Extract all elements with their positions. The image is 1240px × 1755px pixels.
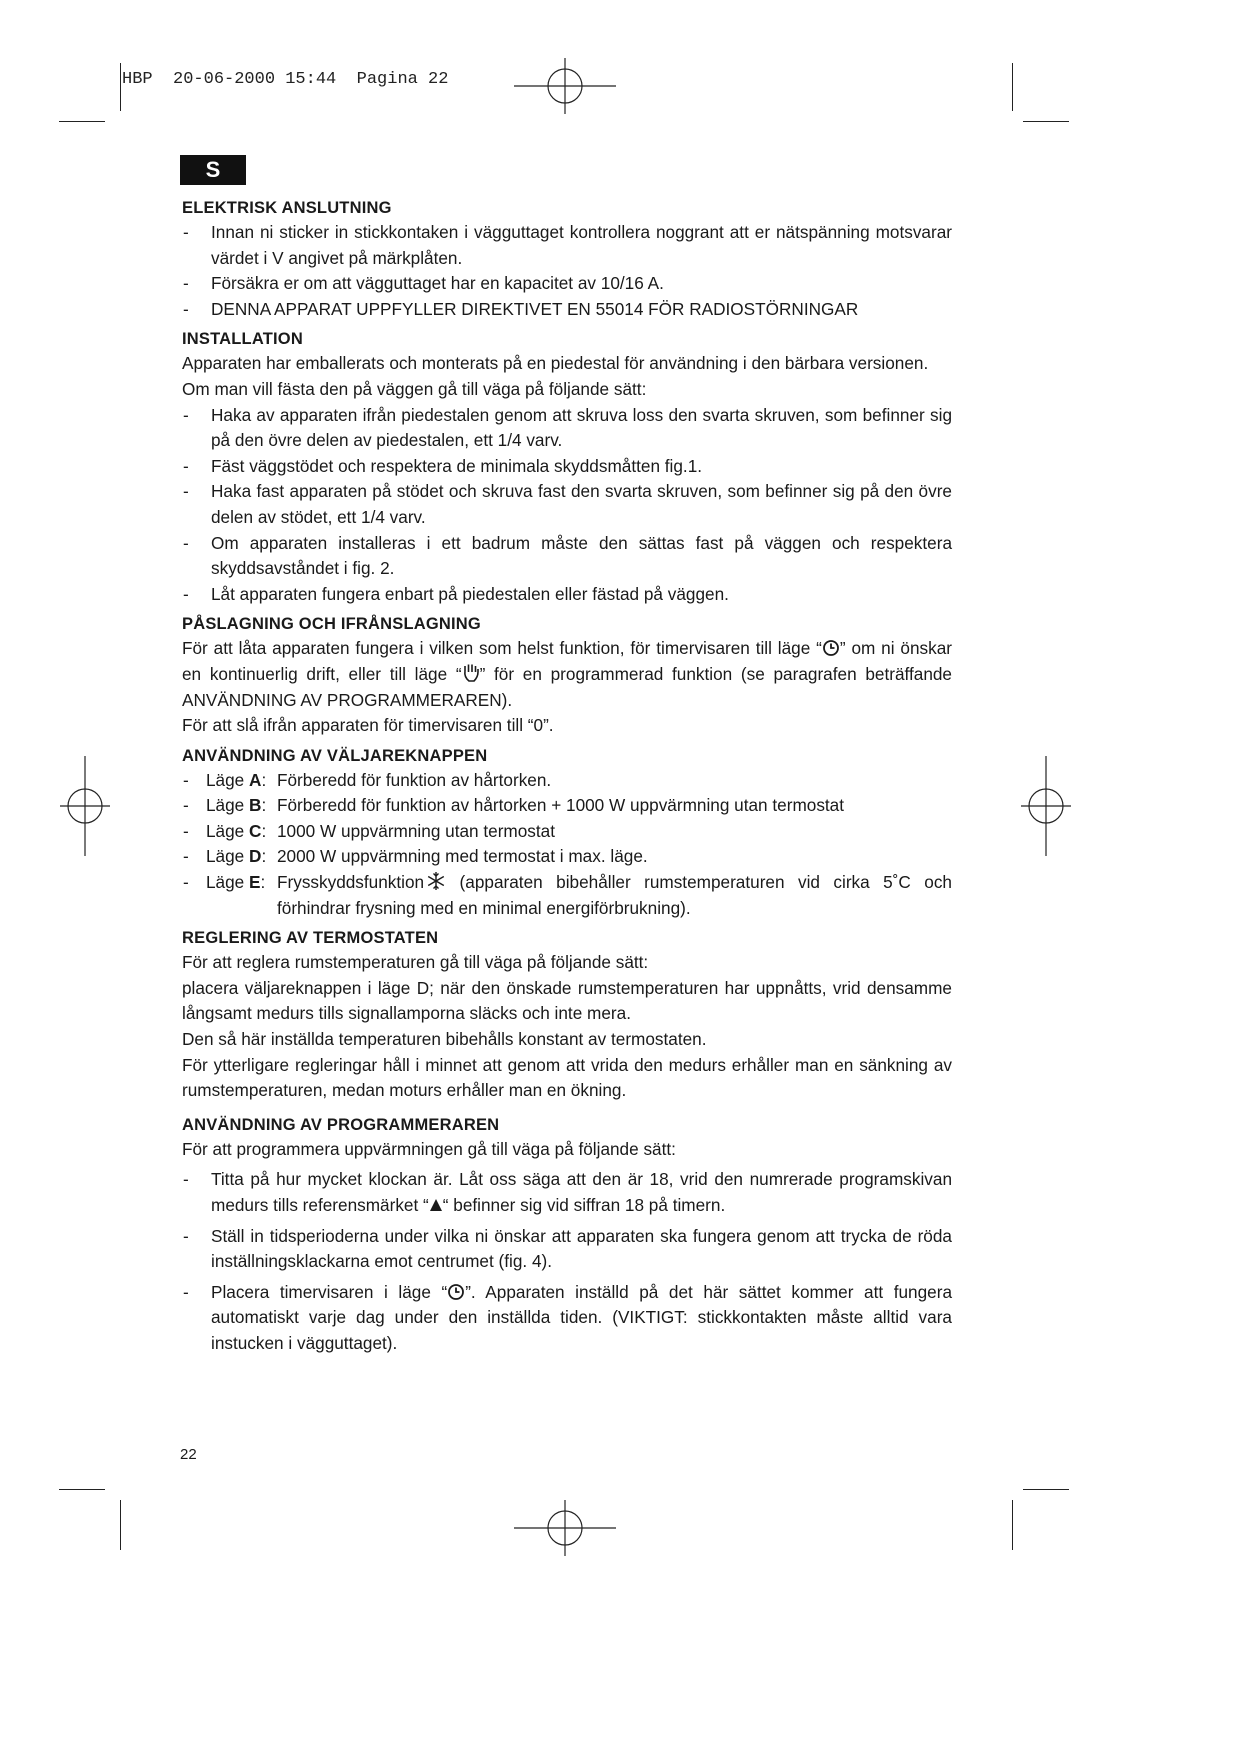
list-item-mode-c	[182, 819, 952, 845]
list-item: - Låt apparaten fungera enbart på piedestalen eller fästad på väggen.	[182, 582, 952, 608]
print-slug: HBP 20-06-2000 15:44 Pagina 22	[122, 70, 449, 89]
list-modes	[182, 768, 952, 922]
section-heading: PÅSLAGNING OCH IFRÅNSLAGNING	[182, 615, 481, 634]
mode-label: - Läge E:	[206, 872, 266, 893]
paragraph: Apparaten har emballerats och monterats på en piedestal för användning i den bärbara versionen.	[182, 353, 929, 374]
crop-mark	[1012, 1500, 1013, 1550]
list-item: - DENNA APPARAT UPPFYLLER DIREKTIVET EN 55014 FÖR RADIOSTÖRNINGAR	[182, 297, 952, 323]
text-span: Titta på hur mycket klockan är. Låt oss säga att den är 18, vrid den numrerade programskivan medurs tills referensmärket “	[211, 1169, 952, 1215]
mode-letter: B	[249, 795, 262, 816]
list-item: - Haka fast apparaten på stödet och skruva fast den svarta skruven, som befinner sig på den övre delen av stödet, ett 1/4 varv.	[182, 479, 952, 530]
paragraph: För att programmera uppvärmningen gå till väga på följande sätt:	[182, 1138, 676, 1159]
list-electrical	[182, 220, 952, 322]
list-item: - Försäkra er om att vägguttaget har en kapacitet av 10/16 A.	[182, 271, 952, 297]
mode-label: Läge B:	[206, 795, 267, 816]
language-tab: S	[180, 155, 246, 185]
list-item: - Haka av apparaten ifrån piedestalen genom att skruva loss den svarta skruven, som befinner sig på den övre delen av piedestalen, ett 1/4 varv.	[182, 403, 952, 454]
list-item: - Om apparaten installeras i ett badrum måste den sättas fast på väggen och respektera skyddsavståndet i fig. 2.	[182, 531, 952, 582]
registration-mark-icon	[514, 1500, 616, 1556]
hand-icon	[462, 663, 480, 683]
page-number: 22	[180, 1446, 197, 1463]
triangle-icon	[429, 1198, 443, 1212]
mode-word: Läge	[206, 795, 245, 816]
mode-label: Läge A:	[206, 769, 267, 790]
text-span: ”. Apparaten inställd på det här sättet kommer att fungera automatiskt varje dag under den inställda tiden. (VIKTIGT: stickkontakten måste alltid vara instucken i vägguttaget).	[211, 1281, 952, 1353]
list-item	[182, 1280, 952, 1357]
paragraph: placera väljareknappen i läge D; när den önskade rumstemperaturen har uppnåtts, vrid densamme långsamt medurs tills signallamporna släcks och inte mera.	[182, 977, 952, 1024]
paragraph	[182, 636, 952, 713]
list-item-mode-d	[182, 844, 952, 870]
text-span: För att låta apparaten fungera i vilken som helst funktion, för timervisaren till läge “	[182, 638, 822, 659]
mode-text: Förberedd för funktion av hårtorken.	[277, 769, 552, 790]
section-heading: INSTALLATION	[182, 330, 303, 349]
list-item-mode-a	[182, 768, 952, 794]
mode-letter: A	[249, 769, 262, 790]
crop-mark	[59, 1489, 105, 1490]
list-installation	[182, 403, 952, 608]
crop-mark	[120, 1500, 121, 1550]
crop-mark	[1023, 1489, 1069, 1490]
mode-text: 2000 W uppvärmning med termostat i max. läge.	[277, 846, 648, 867]
mode-word: Läge	[206, 846, 245, 867]
mode-label: Läge C:	[206, 820, 267, 841]
paragraph: För att reglera rumstemperaturen gå till väga på följande sätt:	[182, 952, 649, 973]
section-heading: ANVÄNDNING AV PROGRAMMERAREN	[182, 1115, 500, 1134]
manual-content	[182, 196, 952, 1357]
list-item	[182, 1167, 952, 1218]
list-item-mode-e	[182, 870, 952, 921]
paragraph: För att slå ifrån apparaten för timervisaren till “0”.	[182, 715, 554, 736]
crop-mark	[120, 63, 121, 111]
list-item-mode-b	[182, 793, 952, 819]
section-heading: REGLERING AV TERMOSTATEN	[182, 929, 439, 948]
mode-label: Läge D:	[206, 846, 267, 867]
registration-mark-icon	[1021, 756, 1071, 856]
registration-mark-icon	[514, 58, 616, 114]
mode-word: Läge	[206, 820, 245, 841]
list-programmer	[182, 1167, 952, 1356]
text-span: ” för en programmerad funktion (se paragrafen beträffande ANVÄNDNING AV PROGRAMMERAREN).	[182, 663, 952, 710]
crop-mark	[59, 121, 105, 122]
mode-word: Läge	[206, 872, 245, 893]
snowflake-icon	[426, 871, 446, 891]
list-item: - Innan ni sticker in stickkontaken i vägguttaget kontrollera noggrant att er nätspänning motsvarar värdet i V angivet på märkplåten.	[182, 220, 952, 271]
section-heading: ANVÄNDNING AV VÄLJAREKNAPPEN	[182, 746, 488, 765]
text-span: ” om ni önskar en kontinuerlig drift, eller till läge “	[182, 638, 952, 684]
text-span: “ befinner sig vid siffran 18 på timern.	[442, 1195, 726, 1215]
crop-mark	[1012, 63, 1013, 111]
section-heading: ELEKTRISK ANSLUTNING	[182, 199, 392, 217]
mode-letter: D	[249, 846, 262, 867]
paragraph: För ytterligare regleringar håll i minnet att genom att vrida den medurs erhåller man en sänkning av rumstemperaturen, medan moturs erhåller man en ökning.	[182, 1054, 952, 1101]
paragraph: Om man vill fästa den på väggen gå till väga på följande sätt:	[182, 378, 647, 399]
paragraph: Den så här inställda temperaturen bibehålls konstant av termostaten.	[182, 1029, 707, 1050]
mode-word: Läge	[206, 769, 245, 790]
crop-mark	[1023, 121, 1069, 122]
text-span: Placera timervisaren i läge “	[211, 1281, 448, 1302]
registration-mark-icon	[60, 756, 110, 856]
mode-text: Förberedd för funktion av hårtorken + 1000 W uppvärmning utan termostat	[277, 795, 845, 816]
clock-icon	[822, 639, 840, 657]
mode-text: Frysskyddsfunktion	[277, 872, 425, 893]
list-item: - Ställ in tidsperioderna under vilka ni önskar att apparaten ska fungera genom att trycka de röda inställningsklackarna emot centrumet (fig. 4).	[182, 1224, 952, 1275]
mode-letter: C	[249, 820, 262, 841]
mode-text-continued: (apparaten bibehåller rumstemperaturen vid cirka 5˚C och förhindrar frysning med en minimal energiförbrukning).	[277, 872, 952, 918]
list-item: - Fäst väggstödet och respektera de minimala skyddsmåtten fig.1.	[182, 454, 952, 480]
mode-letter: E	[249, 872, 261, 893]
clock-icon	[447, 1283, 465, 1301]
mode-text: 1000 W uppvärmning utan termostat	[277, 820, 556, 841]
